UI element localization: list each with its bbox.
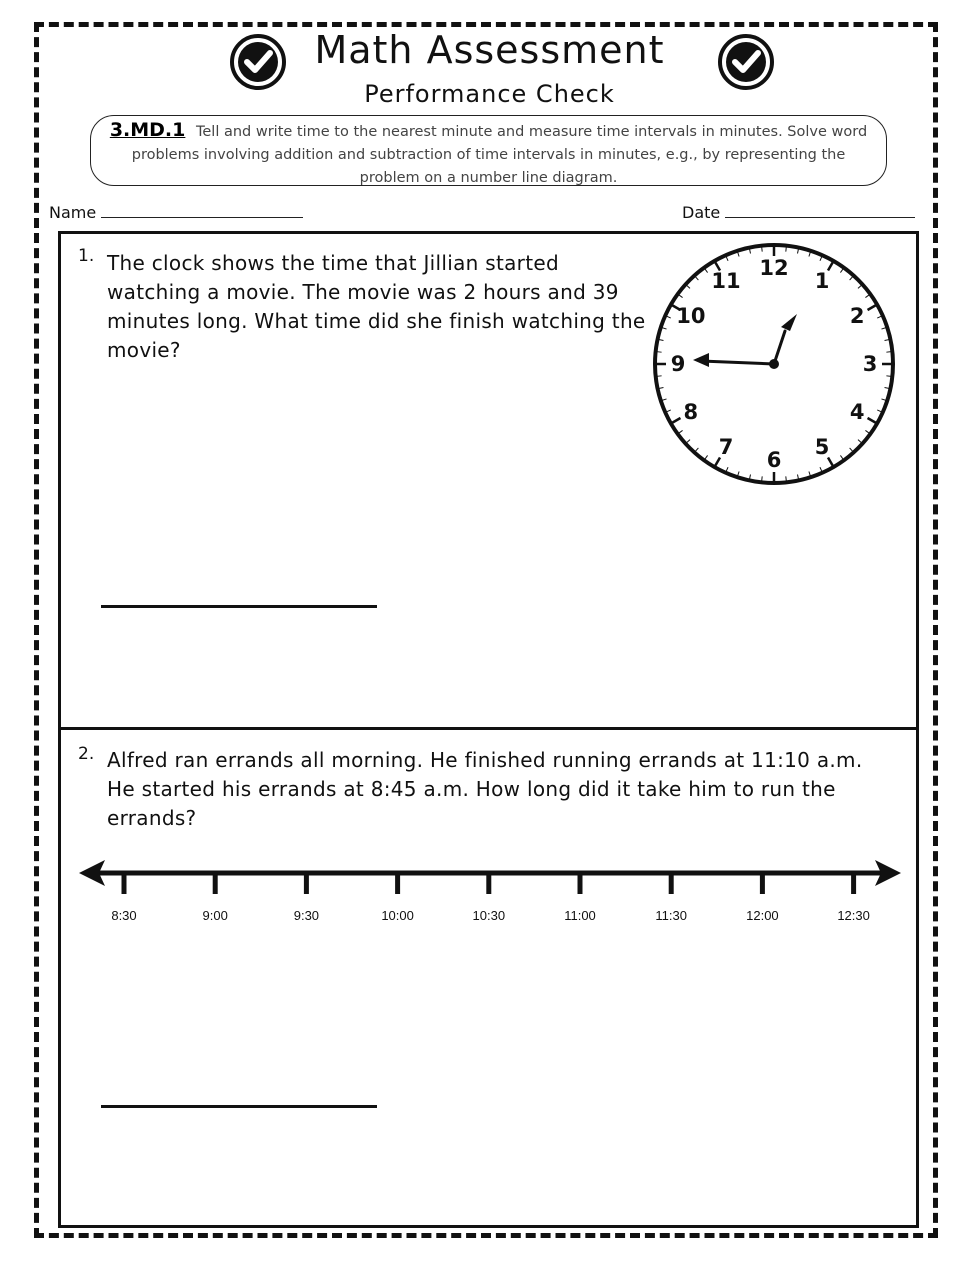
clock-tick [786,476,787,482]
name-field[interactable] [49,203,303,222]
clock-tick [762,476,763,482]
clock-tick [762,246,763,252]
number-line-label: 10:30 [472,908,506,923]
number-line-label: 9:30 [293,908,320,923]
clock-tick [886,376,892,377]
name-label: Name [49,203,97,222]
clock-number: 6 [766,448,782,472]
clock-number: 11 [711,268,741,293]
question-text: Alfred ran errands all morning. He finished running errands at 11:10 a.m. He started his errands at 8:45 a.m. How long did it take him to run the errands? [107,748,863,830]
page-title: Math Assessment [314,28,665,72]
clock-number: 9 [670,352,686,376]
number-line-label: 8:30 [111,908,137,923]
clock-face [649,239,899,489]
question-number: 1. [78,246,95,266]
number-line-label: 12:00 [746,908,779,923]
clock-number: 2 [849,304,865,328]
number-line-label: 9:00 [202,908,228,923]
page-subtitle: Performance Check [364,80,615,108]
clock-number: 5 [814,435,830,460]
number-line-label: 11:30 [655,908,687,923]
number-line-label: 10:00 [381,908,414,923]
clock-number: 10 [676,304,706,328]
number-line-label: 11:00 [564,908,596,923]
clock-number: 7 [718,435,734,460]
clock-center [769,359,779,369]
clock-tick [656,376,662,377]
clock-number: 8 [683,400,699,424]
date-label: Date [682,203,721,222]
number-line-ticks [124,873,854,894]
clock-number: 3 [862,352,878,376]
date-field[interactable] [682,203,915,222]
question-number: 2. [78,744,95,764]
clock-number: 12 [759,256,789,280]
clock-number: 1 [814,268,830,293]
clock-number: 4 [849,400,865,424]
date-blank[interactable] [725,203,915,218]
clock-tick [886,352,892,353]
clock-tick [656,352,662,353]
number-line [77,850,903,940]
name-blank[interactable] [101,203,303,218]
standard-box [90,115,887,186]
clock-tick [786,246,787,252]
answer-line[interactable] [101,1105,377,1108]
question-1-box [58,231,919,730]
standard-code: 3.MD.1 [109,119,186,141]
number-line-label: 12:30 [837,908,870,923]
question-text: The clock shows the time that Jillian started watching a movie. The movie was 2 hours and 39 minutes long. What time did she finish watching the movie? [107,251,646,362]
question-2-box [58,727,919,1228]
answer-line[interactable] [101,605,377,608]
standard-text: Tell and write time to the nearest minute and measure time intervals in minutes. Solve word problems involving addition and subtraction of time intervals in minutes, e.g., by representing the problem on a number line diagram. [131,124,868,186]
